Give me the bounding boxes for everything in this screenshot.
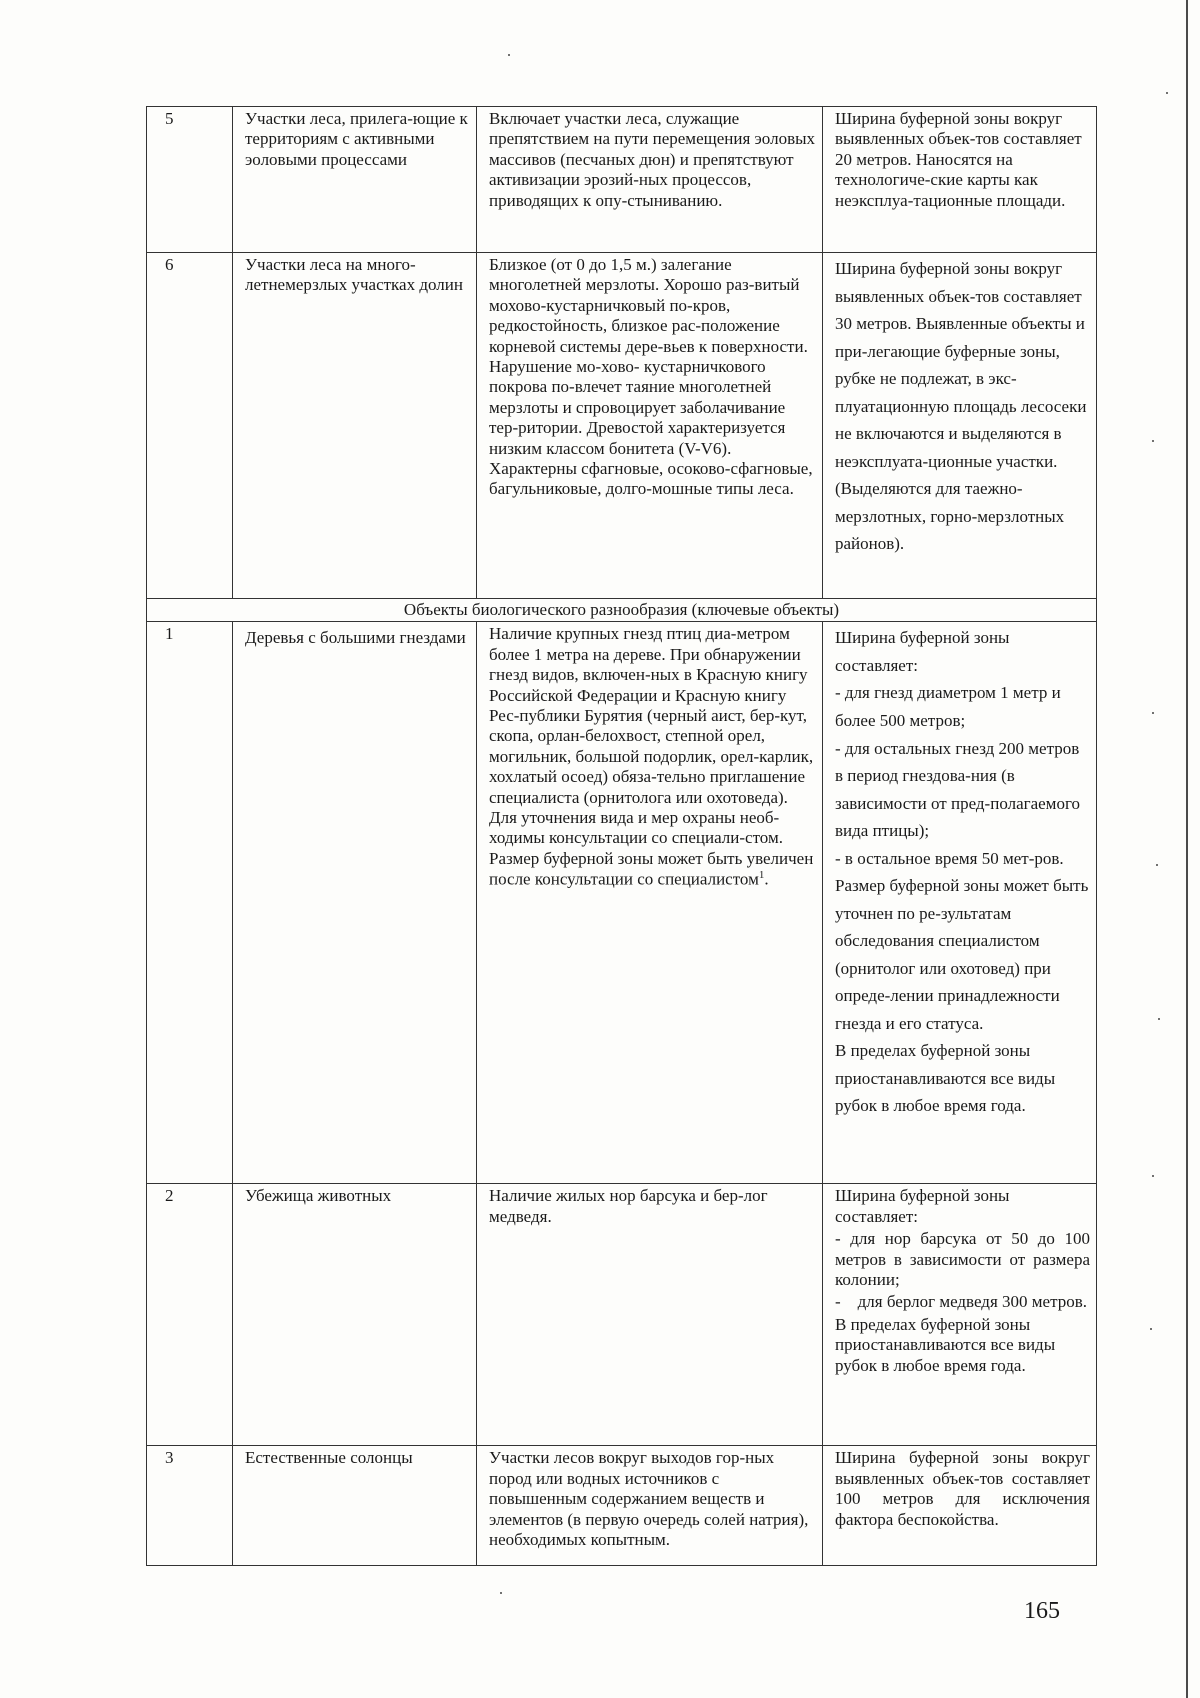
buffer-zone-item: - для остальных гнезд 200 метров в период гнездова-ния (в зависимости от пред-полагаемого вида птицы); [835, 738, 1080, 841]
scan-speck [1152, 440, 1154, 442]
object-name-cell [233, 622, 477, 1184]
scan-speck [1152, 712, 1154, 714]
buffer-zone-item: - для нор барсука от 50 до 100 метров в зависимости от размера колонии; [835, 1229, 1090, 1289]
section-header-row [147, 599, 1097, 622]
scan-speck [500, 1592, 502, 1594]
buffer-zone-item: - в остальное время 50 мет-ров. Размер буферной зоны может быть уточнен по ре-зультатам обследования специалистом (орнитолог или охотовед) при опреде-лении принадлежности гнезда и его статуса. [835, 848, 1089, 1033]
scan-speck [508, 54, 510, 56]
row-number: 2 [147, 1184, 233, 1446]
scan-speck [1166, 92, 1168, 94]
row-number: 1 [147, 622, 233, 1184]
buffer-zone-cell [823, 622, 1097, 1184]
object-description: Близкое (от 0 до 1,5 м.) залегание многолетней мерзлоты. Хорошо раз-витый мохово-кустарничковый по-кров, редкостойность, близкое рас-положение корневой системы дере-вьев к поверхности. Нарушение мо-хово- кустарничкового покрова по-влечет таяние многолетней мерзлоты и спровоцирует заболачивание тер-ритории. Древостой характеризуется низким классом бонитета (V-V6). Характерны сфагновые, осоково-сфагновые, багульниковые, долго-мошные типы леса. [477, 253, 823, 599]
buffer-zone-text: В пределах буферной зоны приостанавливаются все виды рубок в любое время года. [835, 1314, 1056, 1375]
row-number: 6 [147, 253, 233, 599]
footnote-mark: 1 [758, 869, 765, 882]
table-row [147, 253, 1097, 599]
scan-speck [1156, 864, 1158, 866]
buffer-zone-table [146, 106, 1097, 1566]
table-row [147, 107, 1097, 253]
table-row [147, 622, 1097, 1184]
scan-speck [1152, 1175, 1154, 1177]
object-name: Участки леса на много-летнемерзлых участках долин [233, 253, 477, 599]
scan-speck [1158, 1018, 1160, 1020]
buffer-zone-text: Ширина буферной зоны вокруг выявленных объек-тов составляет 100 метров для исключения фактора беспокойства. [823, 1446, 1097, 1566]
object-description-cell [477, 622, 823, 1184]
object-name: Естественные солонцы [233, 1446, 477, 1566]
object-name: Убежища животных [233, 1184, 477, 1446]
buffer-zone-text: Ширина буферной зоны составляет: [835, 1186, 1010, 1226]
buffer-zone-cell [823, 107, 1097, 253]
buffer-zone-text: Ширина буферной зоны вокруг выявленных объек-тов составляет 30 метров. Выявленные объекты и при-легающие буферные зоны, рубке не подлежат, в экс-плуатационную площадь лесосеки не включаются и выделяются в неэксплуата-ционные участки. (Выделяются для таежно-мерзлотных, горно-мерзлотных районов). [835, 259, 1087, 554]
buffer-zone-text: В пределах буферной зоны приостанавливаются все виды рубок в любое время года. [835, 1041, 1056, 1116]
buffer-zone-item: - для берлог медведя 300 метров. [835, 1292, 1087, 1312]
object-description: Наличие жилых нор барсука и бер-лог медведя. [477, 1184, 823, 1446]
buffer-zone-text: Ширина буферной зоны вокруг выявленных объек-тов составляет 20 метров. Наносятся на технологиче-ские карты как неэксплуа-тационные площади. [835, 109, 1082, 210]
object-description: Участки лесов вокруг выходов гор-ных пород или водных источников с повышенным содержанием веществ и элементов (в первую очередь солей натрия), необходимых копытным. [477, 1446, 823, 1566]
buffer-zone-cell [823, 1184, 1097, 1446]
buffer-zone-item: - для гнезд диаметром 1 метр и более 500 метров; [835, 683, 1061, 730]
table-row [147, 1446, 1097, 1566]
row-number: 5 [147, 107, 233, 253]
buffer-zone-text: Ширина буферной зоны составляет: [835, 628, 1010, 675]
object-description: Наличие крупных гнезд птиц диа-метром более 1 метра на дереве. При обнаружении гнезд видов, включен-ных в Красную книгу Российской Федерации и Красную книгу Рес-публики Бурятия (черный аист, бер-кут, скопа, орлан-белохвост, степной орел, могильник, большой подорлик, орел-карлик, хохлатый осоед) обяза-тельно приглашение специалиста (орнитолога или охотоведа). Для уточнения вида и мер охраны необ-ходимы консультации со специали-стом. Размер буферной зоны может быть увеличен после консультации со специалистом [489, 624, 814, 889]
buffer-zone-cell [823, 253, 1097, 599]
section-title: Объекты биологического разнообразия (ключевые объекты) [147, 599, 1097, 622]
scan-speck [1150, 1328, 1152, 1330]
description-end: . [764, 869, 769, 889]
scan-edge-line [1186, 0, 1188, 1698]
page-number: 165 [1024, 1598, 1060, 1624]
table-row [147, 1184, 1097, 1446]
object-name: Участки леса, прилега-ющие к территориям с активными эоловыми процессами [233, 107, 477, 253]
object-name: Деревья с большими гнездами [245, 628, 466, 648]
row-number: 3 [147, 1446, 233, 1566]
object-description: Включает участки леса, служащие препятствием на пути перемещения эоловых массивов (песчаных дюн) и препятствуют активизации эрозий-ных процессов, приводящих к опу-стыниванию. [477, 107, 823, 253]
